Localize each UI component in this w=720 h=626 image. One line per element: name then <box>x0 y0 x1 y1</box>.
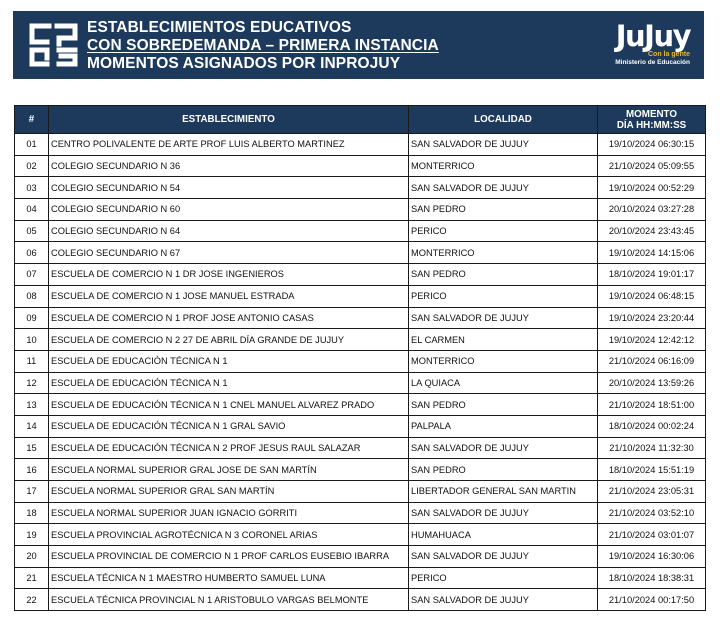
table-row <box>15 502 706 524</box>
establishment-cell: COLEGIO SECUNDARIO N 36 <box>49 155 409 177</box>
row-number: 08 <box>15 285 49 307</box>
column-header-num: # <box>15 106 49 134</box>
moment-cell: 21/10/2024 11:32:30 <box>598 437 706 459</box>
locality-cell: MONTERRICO <box>409 242 598 264</box>
row-number: 21 <box>15 567 49 589</box>
row-number: 19 <box>15 524 49 546</box>
moment-cell: 19/10/2024 23:20:44 <box>598 307 706 329</box>
moment-cell: 21/10/2024 00:17:50 <box>598 589 706 611</box>
header-banner <box>13 11 704 79</box>
moment-cell: 21/10/2024 18:51:00 <box>598 394 706 416</box>
column-header-moment <box>598 106 706 134</box>
establishment-cell: ESCUELA DE EDUCACIÓN TÉCNICA N 1 <box>49 372 409 394</box>
establishment-cell: ESCUELA NORMAL SUPERIOR JUAN IGNACIO GORRITI <box>49 502 409 524</box>
moment-header-line-2: DÍA HH:MM:SS <box>616 119 687 131</box>
locality-cell: EL CARMEN <box>409 329 598 351</box>
establishment-cell: COLEGIO SECUNDARIO N 67 <box>49 242 409 264</box>
table-row <box>15 134 706 156</box>
moment-cell: 19/10/2024 06:48:15 <box>598 285 706 307</box>
locality-cell: PERICO <box>409 285 598 307</box>
moment-cell: 21/10/2024 06:16:09 <box>598 350 706 372</box>
moment-cell: 21/10/2024 03:01:07 <box>598 524 706 546</box>
moment-cell: 19/10/2024 16:30:06 <box>598 546 706 568</box>
title-line-2: CON SOBREDEMANDA – PRIMERA INSTANCIA <box>87 37 439 54</box>
moment-cell: 18/10/2024 19:01:17 <box>598 264 706 286</box>
row-number: 03 <box>15 177 49 199</box>
row-number: 06 <box>15 242 49 264</box>
locality-cell: SAN SALVADOR DE JUJUY <box>409 546 598 568</box>
establishment-cell: ESCUELA DE COMERCIO N 2 27 DE ABRIL DÍA GRANDE DE JUJUY <box>49 329 409 351</box>
table-row <box>15 437 706 459</box>
table-row <box>15 242 706 264</box>
row-number: 17 <box>15 481 49 503</box>
moment-cell: 19/10/2024 12:42:12 <box>598 329 706 351</box>
row-number: 05 <box>15 220 49 242</box>
moment-cell: 20/10/2024 03:27:28 <box>598 199 706 221</box>
header-titles <box>87 19 439 73</box>
row-number: 04 <box>15 199 49 221</box>
row-number: 12 <box>15 372 49 394</box>
locality-cell: SAN PEDRO <box>409 264 598 286</box>
locality-cell: SAN SALVADOR DE JUJUY <box>409 437 598 459</box>
locality-cell: SAN SALVADOR DE JUJUY <box>409 502 598 524</box>
table-row <box>15 155 706 177</box>
locality-cell: SAN SALVADOR DE JUJUY <box>409 177 598 199</box>
moment-cell: 19/10/2024 14:15:06 <box>598 242 706 264</box>
row-number: 14 <box>15 415 49 437</box>
table-row <box>15 220 706 242</box>
establishment-cell: COLEGIO SECUNDARIO N 64 <box>49 220 409 242</box>
establishment-cell: ESCUELA TÉCNICA N 1 MAESTRO HUMBERTO SAMUEL LUNA <box>49 567 409 589</box>
brand-ministry: Ministerio de Educación <box>615 59 690 66</box>
row-number: 07 <box>15 264 49 286</box>
table-row <box>15 329 706 351</box>
moment-cell: 19/10/2024 06:30:15 <box>598 134 706 156</box>
title-line-3: MOMENTOS ASIGNADOS POR INPROJUY <box>87 55 401 72</box>
row-number: 09 <box>15 307 49 329</box>
locality-cell: PALPALA <box>409 415 598 437</box>
table-row <box>15 199 706 221</box>
row-number: 16 <box>15 459 49 481</box>
row-number: 15 <box>15 437 49 459</box>
locality-cell: LA QUIACA <box>409 372 598 394</box>
locality-cell: MONTERRICO <box>409 155 598 177</box>
establishment-cell: ESCUELA DE COMERCIO N 1 DR JOSE INGENIEROS <box>49 264 409 286</box>
locality-cell: SAN SALVADOR DE JUJUY <box>409 589 598 611</box>
locality-cell: SAN PEDRO <box>409 394 598 416</box>
table-row <box>15 285 706 307</box>
row-number: 22 <box>15 589 49 611</box>
locality-cell: SAN SALVADOR DE JUJUY <box>409 307 598 329</box>
table-row <box>15 481 706 503</box>
moment-cell: 20/10/2024 23:43:45 <box>598 220 706 242</box>
table-header-row <box>15 106 706 134</box>
table-body <box>15 134 706 611</box>
table-row <box>15 372 706 394</box>
establishment-cell: ESCUELA DE COMERCIO N 1 PROF JOSE ANTONIO CASAS <box>49 307 409 329</box>
table-row <box>15 415 706 437</box>
brand-tagline: Con la gente <box>647 51 690 58</box>
table-row <box>15 350 706 372</box>
row-number: 20 <box>15 546 49 568</box>
table-row <box>15 264 706 286</box>
moment-header-line-1: MOMENTO <box>626 108 677 120</box>
locality-cell: SAN SALVADOR DE JUJUY <box>409 134 598 156</box>
establishment-cell: CENTRO POLIVALENTE DE ARTE PROF LUIS ALBERTO MARTINEZ <box>49 134 409 156</box>
establishment-cell: ESCUELA DE COMERCIO N 1 JOSE MANUEL ESTRADA <box>49 285 409 307</box>
establishment-cell: ESCUELA DE EDUCACIÓN TÉCNICA N 2 PROF JESUS RAUL SALAZAR <box>49 437 409 459</box>
locality-cell: MONTERRICO <box>409 350 598 372</box>
moment-cell: 21/10/2024 03:52:10 <box>598 502 706 524</box>
establishment-cell: COLEGIO SECUNDARIO N 54 <box>49 177 409 199</box>
moment-cell: 19/10/2024 00:52:29 <box>598 177 706 199</box>
table-row <box>15 546 706 568</box>
row-number: 11 <box>15 350 49 372</box>
establishment-cell: ESCUELA PROVINCIAL DE COMERCIO N 1 PROF CARLOS EUSEBIO IBARRA <box>49 546 409 568</box>
table-row <box>15 394 706 416</box>
table-row <box>15 589 706 611</box>
establishment-cell: ESCUELA PROVINCIAL AGROTÉCNICA N 3 CORONEL ARIAS <box>49 524 409 546</box>
table-row <box>15 307 706 329</box>
jujuy-brand-logo <box>606 19 690 67</box>
locality-cell: PERICO <box>409 220 598 242</box>
title-line-1: ESTABLECIMIENTOS EDUCATIVOS <box>87 19 352 36</box>
moment-cell: 20/10/2024 13:59:26 <box>598 372 706 394</box>
establishment-cell: ESCUELA DE EDUCACIÓN TÉCNICA N 1 <box>49 350 409 372</box>
moment-cell: 21/10/2024 23:05:31 <box>598 481 706 503</box>
ministry-emblem-icon <box>27 18 81 72</box>
establishment-cell: ESCUELA TÉCNICA PROVINCIAL N 1 ARISTOBULO VARGAS BELMONTE <box>49 589 409 611</box>
locality-cell: HUMAHUACA <box>409 524 598 546</box>
brand-name: JuJuy <box>615 19 690 53</box>
locality-cell: SAN PEDRO <box>409 199 598 221</box>
moment-cell: 18/10/2024 00:02:24 <box>598 415 706 437</box>
row-number: 18 <box>15 502 49 524</box>
locality-cell: PERICO <box>409 567 598 589</box>
locality-cell: LIBERTADOR GENERAL SAN MARTIN <box>409 481 598 503</box>
moment-cell: 18/10/2024 18:38:31 <box>598 567 706 589</box>
locality-cell: SAN PEDRO <box>409 459 598 481</box>
establishment-cell: COLEGIO SECUNDARIO N 60 <box>49 199 409 221</box>
moment-cell: 21/10/2024 05:09:55 <box>598 155 706 177</box>
column-header-locality: LOCALIDAD <box>409 106 598 134</box>
row-number: 01 <box>15 134 49 156</box>
row-number: 10 <box>15 329 49 351</box>
moment-cell: 18/10/2024 15:51:19 <box>598 459 706 481</box>
establishments-table <box>14 105 706 611</box>
establishment-cell: ESCUELA DE EDUCACIÓN TÉCNICA N 1 GRAL SAVIO <box>49 415 409 437</box>
row-number: 13 <box>15 394 49 416</box>
establishment-cell: ESCUELA DE EDUCACIÓN TÉCNICA N 1 CNEL MANUEL ALVAREZ PRADO <box>49 394 409 416</box>
establishment-cell: ESCUELA NORMAL SUPERIOR GRAL JOSE DE SAN MARTÍN <box>49 459 409 481</box>
table-row <box>15 177 706 199</box>
establishment-cell: ESCUELA NORMAL SUPERIOR GRAL SAN MARTÍN <box>49 481 409 503</box>
table-row <box>15 524 706 546</box>
table-row <box>15 459 706 481</box>
table-row <box>15 567 706 589</box>
row-number: 02 <box>15 155 49 177</box>
column-header-establishment: ESTABLECIMIENTO <box>49 106 409 134</box>
